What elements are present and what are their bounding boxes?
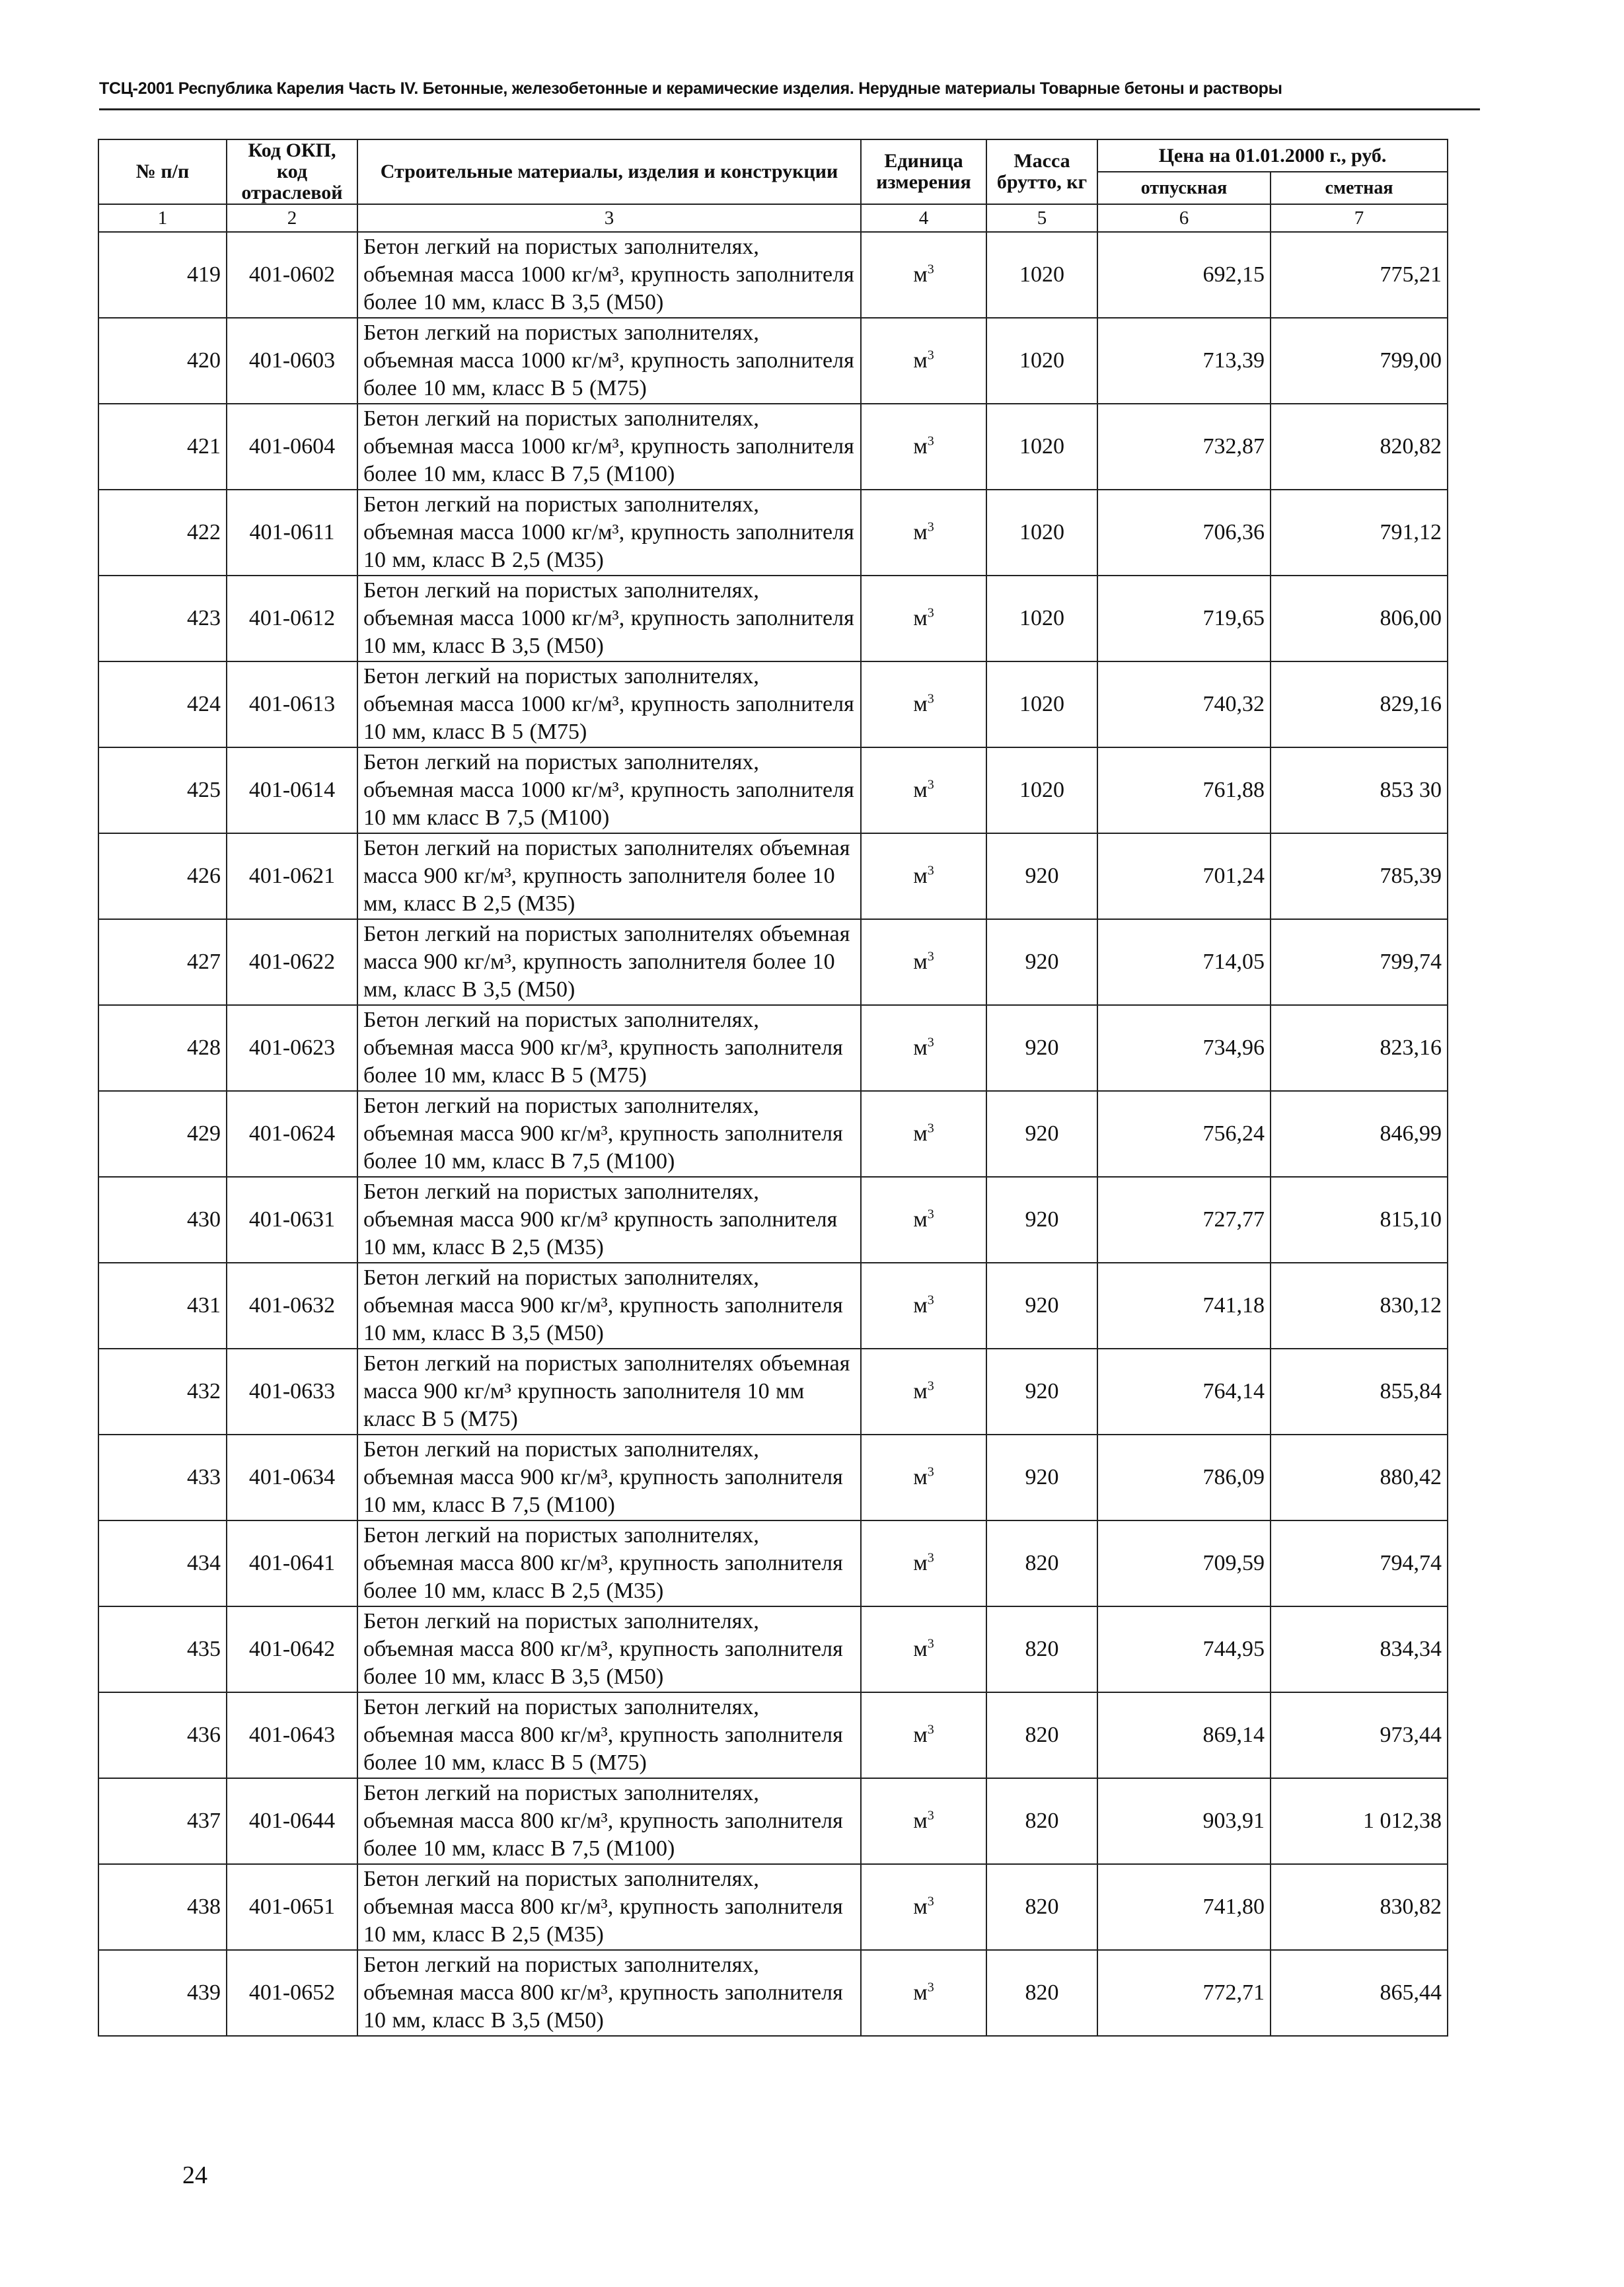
estimate-price: 799,00 [1271,318,1448,404]
unit-base: м [913,1723,928,1747]
col-header-estimate-price: сметная [1271,172,1448,204]
unit-exponent: 3 [927,1722,934,1737]
unit-base: м [913,348,928,373]
release-price: 741,80 [1097,1864,1271,1950]
gross-mass: 920 [986,1091,1097,1177]
release-price: 903,91 [1097,1778,1271,1864]
release-price: 740,32 [1097,661,1271,747]
table-row [98,1091,1448,1177]
okp-code: 401-0604 [227,404,357,490]
unit-exponent: 3 [927,1550,934,1565]
column-number: 7 [1271,204,1448,232]
table-row [98,490,1448,576]
unit-base: м [913,1809,928,1833]
unit-of-measure [861,1692,986,1778]
estimate-price: 830,12 [1271,1263,1448,1349]
okp-code: 401-0643 [227,1692,357,1778]
unit-base: м [913,864,928,888]
row-number: 421 [98,404,227,490]
unit-exponent: 3 [927,1894,934,1909]
table-row [98,1005,1448,1091]
row-number: 419 [98,232,227,318]
page-header: ТСЦ-2001 Республика Карелия Часть IV. Бетонные, железобетонные и керамические изделия. Нерудные материалы Товарные бетоны и растворы [99,79,1282,98]
unit-of-measure [861,232,986,318]
table-row [98,661,1448,747]
material-description: Бетон легкий на пористых заполнителях, объемная масса 1000 кг/м³, крупность заполнителя более 10 мм, класс В 3,5 (М50) [357,232,861,318]
gross-mass: 920 [986,833,1097,919]
row-number: 433 [98,1435,227,1520]
unit-of-measure [861,1177,986,1263]
unit-exponent: 3 [927,1636,934,1651]
gross-mass: 820 [986,1864,1097,1950]
gross-mass: 920 [986,1177,1097,1263]
col-header-unit: Единица измерения [861,139,986,204]
unit-exponent: 3 [927,519,934,535]
row-number: 424 [98,661,227,747]
estimate-price: 973,44 [1271,1692,1448,1778]
unit-of-measure [861,1263,986,1349]
gross-mass: 1020 [986,318,1097,404]
estimate-price: 785,39 [1271,833,1448,919]
row-number: 430 [98,1177,227,1263]
unit-base: м [913,1379,928,1404]
page-number: 24 [182,2161,207,2189]
release-price: 741,18 [1097,1263,1271,1349]
estimate-price: 865,44 [1271,1950,1448,2036]
column-number: 3 [357,204,861,232]
material-description: Бетон легкий на пористых заполнителях, объемная масса 900 кг/м³, крупность заполнителя 10 мм, класс В 7,5 (М100) [357,1435,861,1520]
column-number-row [98,204,1448,232]
table-row [98,1864,1448,1950]
material-description: Бетон легкий на пористых заполнителях, объемная масса 800 кг/м³, крупность заполнителя 10 мм, класс В 3,5 (М50) [357,1950,861,2036]
okp-code: 401-0613 [227,661,357,747]
release-price: 772,71 [1097,1950,1271,2036]
release-price: 744,95 [1097,1606,1271,1692]
unit-of-measure [861,747,986,833]
unit-base: м [913,606,928,630]
unit-exponent: 3 [927,262,934,277]
unit-of-measure [861,919,986,1005]
unit-base: м [913,1637,928,1661]
unit-exponent: 3 [927,1035,934,1050]
okp-code: 401-0603 [227,318,357,404]
gross-mass: 820 [986,1950,1097,2036]
okp-code: 401-0651 [227,1864,357,1950]
okp-code: 401-0644 [227,1778,357,1864]
row-number: 432 [98,1349,227,1435]
release-price: 713,39 [1097,318,1271,404]
unit-base: м [913,778,928,802]
unit-exponent: 3 [927,1207,934,1222]
unit-exponent: 3 [927,949,934,964]
unit-base: м [913,1465,928,1489]
col-header-release-price: отпускная [1097,172,1271,204]
gross-mass: 920 [986,1435,1097,1520]
column-number: 5 [986,204,1097,232]
price-table [98,139,1448,2037]
row-number: 437 [98,1778,227,1864]
unit-exponent: 3 [927,691,934,706]
unit-of-measure [861,1606,986,1692]
row-number: 427 [98,919,227,1005]
col-header-num: № п/п [98,139,227,204]
okp-code: 401-0634 [227,1435,357,1520]
estimate-price: 834,34 [1271,1606,1448,1692]
release-price: 756,24 [1097,1091,1271,1177]
row-number: 425 [98,747,227,833]
unit-base: м [913,1207,928,1232]
unit-of-measure [861,1778,986,1864]
release-price: 701,24 [1097,833,1271,919]
row-number: 428 [98,1005,227,1091]
material-description: Бетон легкий на пористых заполнителях, объемная масса 800 кг/м³, крупность заполнителя более 10 мм, класс В 3,5 (М50) [357,1606,861,1692]
gross-mass: 1020 [986,404,1097,490]
material-description: Бетон легкий на пористых заполнителях объемная масса 900 кг/м³, крупность заполнителя более 10 мм, класс В 2,5 (М35) [357,833,861,919]
material-description: Бетон легкий на пористых заполнителях, объемная масса 1000 кг/м³, крупность заполнителя 10 мм класс В 7,5 (М100) [357,747,861,833]
header-rule [99,108,1480,110]
estimate-price: 1 012,38 [1271,1778,1448,1864]
unit-of-measure [861,1349,986,1435]
release-price: 869,14 [1097,1692,1271,1778]
table-row [98,919,1448,1005]
row-number: 438 [98,1864,227,1950]
material-description: Бетон легкий на пористых заполнителях, объемная масса 800 кг/м³, крупность заполнителя 10 мм, класс В 2,5 (М35) [357,1864,861,1950]
unit-exponent: 3 [927,777,934,792]
unit-exponent: 3 [927,1121,934,1136]
unit-exponent: 3 [927,1293,934,1308]
table-row [98,747,1448,833]
okp-code: 401-0633 [227,1349,357,1435]
material-description: Бетон легкий на пористых заполнителях, объемная масса 800 кг/м³, крупность заполнителя более 10 мм, класс В 2,5 (М35) [357,1520,861,1606]
release-price: 764,14 [1097,1349,1271,1435]
unit-base: м [913,262,928,287]
material-description: Бетон легкий на пористых заполнителях объемная масса 900 кг/м³, крупность заполнителя более 10 мм, класс В 3,5 (М50) [357,919,861,1005]
okp-code: 401-0652 [227,1950,357,2036]
unit-exponent: 3 [927,348,934,363]
estimate-price: 815,10 [1271,1177,1448,1263]
material-description: Бетон легкий на пористых заполнителях, объемная масса 900 кг/м³, крупность заполнителя 10 мм, класс В 3,5 (М50) [357,1263,861,1349]
gross-mass: 920 [986,1349,1097,1435]
gross-mass: 820 [986,1692,1097,1778]
okp-code: 401-0614 [227,747,357,833]
unit-base: м [913,1894,928,1919]
release-price: 692,15 [1097,232,1271,318]
row-number: 422 [98,490,227,576]
material-description: Бетон легкий на пористых заполнителях, объемная масса 1000 кг/м³, крупность заполнителя 10 мм, класс В 3,5 (М50) [357,576,861,661]
material-description: Бетон легкий на пористых заполнителях объемная масса 900 кг/м³ крупность заполнителя 10 мм класс В 5 (М75) [357,1349,861,1435]
material-description: Бетон легкий на пористых заполнителях, объемная масса 800 кг/м³, крупность заполнителя более 10 мм, класс В 7,5 (М100) [357,1778,861,1864]
estimate-price: 794,74 [1271,1520,1448,1606]
unit-exponent: 3 [927,863,934,878]
unit-of-measure [861,1091,986,1177]
col-header-code: Код ОКП, код отраслевой [227,139,357,204]
column-number: 2 [227,204,357,232]
unit-of-measure [861,1950,986,2036]
row-number: 429 [98,1091,227,1177]
estimate-price: 830,82 [1271,1864,1448,1950]
okp-code: 401-0612 [227,576,357,661]
table-row [98,1349,1448,1435]
row-number: 435 [98,1606,227,1692]
material-description: Бетон легкий на пористых заполнителях, объемная масса 1000 кг/м³, крупность заполнителя 10 мм, класс В 5 (М75) [357,661,861,747]
material-description: Бетон легкий на пористых заполнителях, объемная масса 800 кг/м³, крупность заполнителя более 10 мм, класс В 5 (М75) [357,1692,861,1778]
unit-base: м [913,1551,928,1575]
row-number: 426 [98,833,227,919]
unit-base: м [913,520,928,544]
estimate-price: 823,16 [1271,1005,1448,1091]
col-header-price: Цена на 01.01.2000 г., руб. [1097,139,1448,172]
row-number: 434 [98,1520,227,1606]
col-header-name: Строительные материалы, изделия и конструкции [357,139,861,204]
estimate-price: 829,16 [1271,661,1448,747]
unit-base: м [913,692,928,716]
material-description: Бетон легкий на пористых заполнителях, объемная масса 900 кг/м³ крупность заполнителя 10 мм, класс В 2,5 (М35) [357,1177,861,1263]
release-price: 714,05 [1097,919,1271,1005]
table-row [98,833,1448,919]
gross-mass: 1020 [986,661,1097,747]
unit-of-measure [861,576,986,661]
table-row [98,1606,1448,1692]
row-number: 420 [98,318,227,404]
estimate-price: 820,82 [1271,404,1448,490]
estimate-price: 880,42 [1271,1435,1448,1520]
release-price: 706,36 [1097,490,1271,576]
table-row [98,1692,1448,1778]
column-number: 1 [98,204,227,232]
table-row [98,1177,1448,1263]
okp-code: 401-0624 [227,1091,357,1177]
okp-code: 401-0623 [227,1005,357,1091]
unit-base: м [913,1121,928,1146]
okp-code: 401-0621 [227,833,357,919]
okp-code: 401-0602 [227,232,357,318]
okp-code: 401-0631 [227,1177,357,1263]
table-row [98,1435,1448,1520]
table-row [98,404,1448,490]
gross-mass: 820 [986,1778,1097,1864]
unit-of-measure [861,318,986,404]
row-number: 439 [98,1950,227,2036]
gross-mass: 1020 [986,576,1097,661]
gross-mass: 920 [986,1263,1097,1349]
unit-exponent: 3 [927,1464,934,1480]
okp-code: 401-0622 [227,919,357,1005]
release-price: 719,65 [1097,576,1271,661]
col-header-mass: Масса брутто, кг [986,139,1097,204]
gross-mass: 820 [986,1606,1097,1692]
table-row [98,232,1448,318]
unit-of-measure [861,833,986,919]
unit-exponent: 3 [927,1378,934,1394]
release-price: 727,77 [1097,1177,1271,1263]
gross-mass: 1020 [986,490,1097,576]
unit-base: м [913,1035,928,1060]
release-price: 709,59 [1097,1520,1271,1606]
column-number: 6 [1097,204,1271,232]
material-description: Бетон легкий на пористых заполнителях, объемная масса 1000 кг/м³, крупность заполнителя более 10 мм, класс В 7,5 (М100) [357,404,861,490]
unit-base: м [913,950,928,974]
estimate-price: 806,00 [1271,576,1448,661]
okp-code: 401-0642 [227,1606,357,1692]
estimate-price: 799,74 [1271,919,1448,1005]
gross-mass: 920 [986,919,1097,1005]
gross-mass: 1020 [986,747,1097,833]
unit-of-measure [861,1435,986,1520]
material-description: Бетон легкий на пористых заполнителях, объемная масса 900 кг/м³, крупность заполнителя более 10 мм, класс В 7,5 (М100) [357,1091,861,1177]
unit-base: м [913,1980,928,2005]
gross-mass: 1020 [986,232,1097,318]
unit-of-measure [861,490,986,576]
unit-base: м [913,1293,928,1318]
release-price: 734,96 [1097,1005,1271,1091]
estimate-price: 853 30 [1271,747,1448,833]
material-description: Бетон легкий на пористых заполнителях, объемная масса 1000 кг/м³, крупность заполнителя 10 мм, класс В 2,5 (М35) [357,490,861,576]
unit-exponent: 3 [927,433,934,449]
material-description: Бетон легкий на пористых заполнителях, объемная масса 900 кг/м³, крупность заполнителя более 10 мм, класс В 5 (М75) [357,1005,861,1091]
table-row [98,1950,1448,2036]
table-row [98,1778,1448,1864]
row-number: 431 [98,1263,227,1349]
table-row [98,1263,1448,1349]
row-number: 436 [98,1692,227,1778]
unit-exponent: 3 [927,1808,934,1823]
estimate-price: 775,21 [1271,232,1448,318]
unit-exponent: 3 [927,1980,934,1995]
unit-of-measure [861,1520,986,1606]
row-number: 423 [98,576,227,661]
unit-of-measure [861,661,986,747]
unit-exponent: 3 [927,605,934,620]
okp-code: 401-0641 [227,1520,357,1606]
estimate-price: 846,99 [1271,1091,1448,1177]
estimate-price: 791,12 [1271,490,1448,576]
gross-mass: 820 [986,1520,1097,1606]
estimate-price: 855,84 [1271,1349,1448,1435]
table-row [98,318,1448,404]
unit-of-measure [861,1005,986,1091]
column-number: 4 [861,204,986,232]
table-row [98,1520,1448,1606]
okp-code: 401-0611 [227,490,357,576]
release-price: 732,87 [1097,404,1271,490]
unit-of-measure [861,404,986,490]
material-description: Бетон легкий на пористых заполнителях, объемная масса 1000 кг/м³, крупность заполнителя более 10 мм, класс В 5 (М75) [357,318,861,404]
table-row [98,576,1448,661]
unit-base: м [913,434,928,459]
gross-mass: 920 [986,1005,1097,1091]
release-price: 786,09 [1097,1435,1271,1520]
okp-code: 401-0632 [227,1263,357,1349]
unit-of-measure [861,1864,986,1950]
release-price: 761,88 [1097,747,1271,833]
